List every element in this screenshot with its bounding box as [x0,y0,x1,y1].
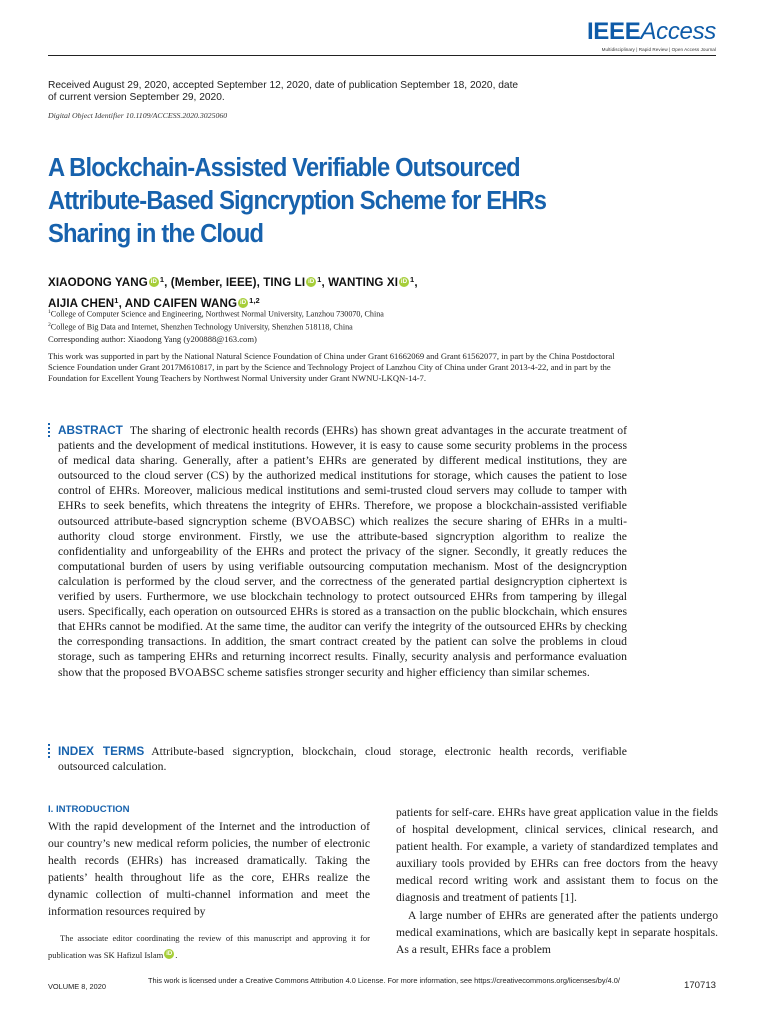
index-terms-marker-dots [48,744,52,758]
abstract-block [58,423,627,680]
received-dates: Received August 29, 2020, accepted September 12, 2020, date of publication September 18, 2020, date of current version September 29, 2020. [48,80,519,103]
intro-paragraph: With the rapid development of the Internet and the introduction of our country’s new medical reform policies, the number of electronic health records (EHRs) has increased dramatically. Taking the patients’ health throughout life as the core, EHRs realize the dynamic collection of multi-channel information and meet the information resources required by [48,820,370,919]
left-column [48,818,370,921]
right-column [396,804,718,958]
index-terms-block [58,744,627,774]
logo-ieee-text: IEEE [586,18,641,45]
author-name: TING LI [263,276,306,289]
volume-label: VOLUME 8, 2020 [48,982,106,991]
ieee-access-logo [587,20,716,52]
orcid-icon[interactable]: iD [239,300,247,306]
doi-line: Digital Object Identifier 10.1109/ACCESS.2020.3025060 [48,111,228,120]
intro-paragraph: A large number of EHRs are generated after the patients undergo medical examinations, which are basically kept in separate hospitals. As a result, EHRs face a problem [396,908,718,956]
index-terms-label: INDEX TERMS [58,744,145,758]
author-name: CAIFEN WANG [153,297,238,310]
author-affil-sup: 1 [114,296,119,305]
page-number: 170713 [683,980,716,991]
affiliations [48,307,608,333]
abstract-label: ABSTRACT [58,423,123,437]
author-member-note: , (Member, IEEE), [164,276,264,289]
author-affil-sup: 1,2 [249,296,260,305]
funding-statement: This work was supported in part by the National Natural Science Foundation of China under Grant 61662069 and Grant 61562077, in part by the China Postdoctoral Science Foundation under Grant 2017M610817, in part by the Science and Technology Project of Lanzhou City of China under Grant 2013-4-22, and in part by the Foundation for Excellent Young Teachers by Northwest Normal University under Grant NWNU-LKQN-14-7. [48,351,615,383]
author-name: WANTING XI [328,276,399,289]
paper-title: A Blockchain-Assisted Verifiable Outsourced Attribute-Based Signcryption Scheme for EHRs Sharing in the Cloud [48,154,547,248]
intro-paragraph: patients for self-care. EHRs have great application value in the fields of hospital development, clinical services, clinical research, and patient health. For example, a variety of standardized templates and auxiliary tools provided by EHRs can free doctors from the heavy medical record writing work and assistant them to focus on the diagnosis and treatment of patients [1]. [396,806,718,905]
orcid-icon[interactable]: iD [166,951,173,957]
author-conjunction: , AND [118,297,154,310]
logo-tagline: Multidisciplinary | Rapid Review | Open Access Journal [601,47,716,52]
section-heading-introduction: I. INTRODUCTION [48,804,130,815]
editor-footnote: The associate editor coordinating the review of this manuscript and approving it for publication was SK Hafizul Islam iD . [48,933,370,960]
index-terms-text: Attribute-based signcryption, blockchain, cloud storage, electronic health records, verifiable outsourced calculation. [58,745,627,774]
corresponding-author: Corresponding author: Xiaodong Yang (y200888@163.com) [48,334,257,344]
author-affil-sup: 1 [317,275,322,284]
logo-access-text: Access [640,18,716,45]
abstract-text: The sharing of electronic health records (EHRs) has shown great advantages in the accurate treatment of patients and the development of medical institutions. However, it is easy to cause some security problems in the process of medical data sharing. Generally, after a patient’s EHRs are generated by different medical institutions, they are outsourced to the cloud server (CS) by the authorized medical institutions for storage, which causes the patient to lose control of EHRs. Moreover, malicious medical institutions and semi-trusted cloud servers may collude to tamper with EHRs to seek benefits, which threatens the integrity of EHRs. Therefore, we propose a blockchain-assisted verifiable outsourced attribute-based signcryption scheme (BVOABSC) which realizes the secure sharing of EHRs in a multi-authority cloud storge environment. Firstly, we use the attribute-based signcryption algorithm to realize the confidentiality and unforgeability of the EHRs and protect the privacy of the signer. Secondly, it greatly reduces the computational burden of users by using verifiable outsourcing computation mechanism. Most of the designcryption calculation is performed by the cloud server, and the correctness of the generated partial designcryption ciphertext is verified by users. Furthermore, we use blockchain technology to protect outsourced EHRs from tampering by illegal users. Specifically, each operation on outsourced EHRs is stored as a transaction on the public blockchain, which ensures that EHRs cannot be modified. At the same time, the auditor can verify the integrity of the outsourced EHRs by checking the corresponding transactions. In addition, the smart contract created by the patient can solve the problems in cloud storage, such as tampering EHRs and returning incorrect results. Finally, security analysis and performance evaluation show that the proposed BVOABSC scheme satisfies stronger security and higher efficiency than similar schemes. [58,424,627,679]
orcid-icon[interactable]: iD [400,279,408,285]
author-list: XIAODONG YANG iD $^1$, (Member, IEEE), TING LI iD $^1$, WANTING XI iD $^1$, AIJIA CHEN$^1$, AND CAIFEN WANG iD $^{1,2}$ [48,275,418,310]
affiliation-line: $^2$College of Big Data and Internet, Shenzhen Technology University, Shenzhen 518118, China [48,322,353,332]
author-affil-sup: 1 [410,275,415,284]
orcid-icon[interactable]: iD [150,279,157,285]
author-affil-sup: 1 [159,275,165,284]
header-rule [48,55,716,56]
affiliation-line: $^1$College of Computer Science and Engineering, Northwest Normal University, Lanzhou 730070, China [48,309,384,319]
author-name: AIJIA CHEN [48,297,115,310]
orcid-icon[interactable]: iD [308,279,315,285]
author-name: XIAODONG YANG [48,276,148,289]
abstract-marker-dots [48,423,52,437]
license-notice: This work is licensed under a Creative Commons Attribution 4.0 License. For more information, see https://creativecommons.org/licenses/by/4.0/ [148,976,620,985]
